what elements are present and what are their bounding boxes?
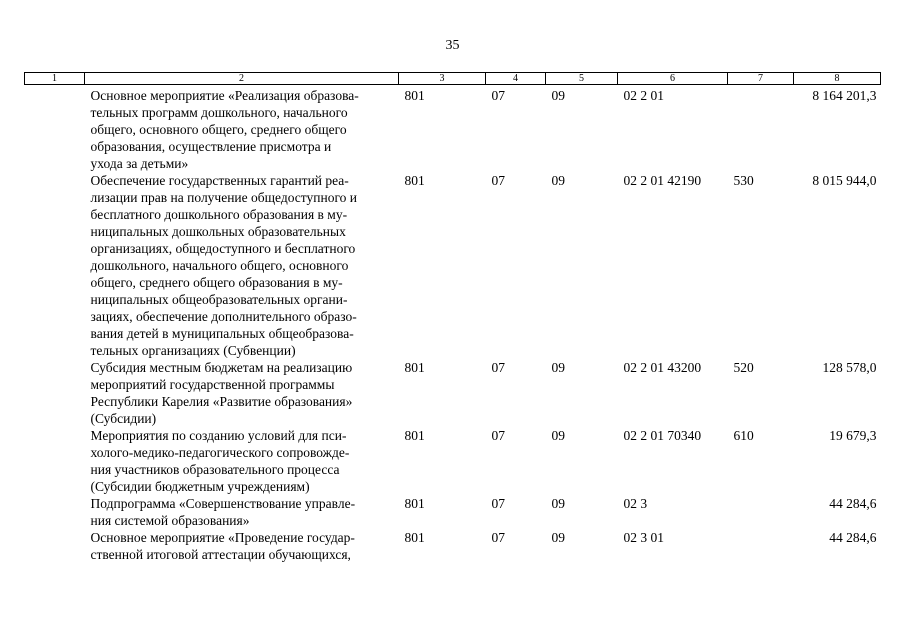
cell-amount: 128 578,0 xyxy=(822,360,877,375)
column-header-6: 6 xyxy=(618,73,728,85)
cell-expense-type: 610 xyxy=(733,428,754,443)
cell-expense-type xyxy=(728,529,794,563)
cell-name: Подпрограмма «Совершенствование управле- ния системой образования» xyxy=(90,496,356,528)
cell-col1 xyxy=(25,359,85,427)
cell-target-article: 02 2 01 xyxy=(623,88,664,103)
table-row xyxy=(25,427,881,495)
table-row xyxy=(25,495,881,529)
cell-subsection: 09 xyxy=(551,173,565,188)
cell-name: Обеспечение государственных гарантий реа- лизации прав на получение общедоступного и бесплатного дошкольного образования в му- ниципальных дошкольных образовательных организациях, общедоступного и бесплатного дошкольного, начального общего, основного общего, среднего общего образования в му- ниципальных общеобразовательных органи- зациях, обеспечение дополнительного образо- вания детей в муниципальных общеобразова- тельных организациях (Субвенции) xyxy=(90,173,358,358)
column-number-row xyxy=(25,73,881,85)
cell-target-article: 02 3 xyxy=(623,496,648,511)
cell-expense-type: 530 xyxy=(733,173,754,188)
cell-amount: 44 284,6 xyxy=(829,496,877,511)
cell-subsection: 09 xyxy=(551,88,565,103)
cell-section: 07 xyxy=(491,428,505,443)
cell-name: Основное мероприятие «Реализация образова- тельных программ дошкольного, начального общего, основного общего, среднего общего образования, осуществление присмотра и ухода за детьми» xyxy=(90,88,359,171)
cell-expense-type xyxy=(728,85,794,173)
cell-amount: 8 015 944,0 xyxy=(812,173,877,188)
cell-col1 xyxy=(25,85,85,173)
cell-amount: 44 284,6 xyxy=(829,530,877,545)
column-header-4: 4 xyxy=(486,73,546,85)
table-body xyxy=(25,85,881,564)
cell-ministry: 801 xyxy=(404,88,425,103)
cell-col1 xyxy=(25,495,85,529)
page-number: 35 xyxy=(445,38,460,53)
cell-col1 xyxy=(25,172,85,359)
column-header-7: 7 xyxy=(728,73,794,85)
cell-name: Основное мероприятие «Проведение государ- ственной итоговой аттестации обучающихся, xyxy=(90,530,355,562)
cell-section: 07 xyxy=(491,173,505,188)
cell-section: 07 xyxy=(491,88,505,103)
budget-table xyxy=(24,72,881,563)
cell-subsection: 09 xyxy=(551,530,565,545)
cell-ministry: 801 xyxy=(404,496,425,511)
column-header-1: 1 xyxy=(25,73,85,85)
cell-col1 xyxy=(25,529,85,563)
cell-subsection: 09 xyxy=(551,496,565,511)
column-header-3: 3 xyxy=(399,73,486,85)
cell-ministry: 801 xyxy=(404,428,425,443)
column-header-2: 2 xyxy=(85,73,399,85)
cell-subsection: 09 xyxy=(551,360,565,375)
cell-amount: 8 164 201,3 xyxy=(812,88,877,103)
table-row xyxy=(25,172,881,359)
cell-target-article: 02 2 01 42190 xyxy=(623,173,702,188)
cell-subsection: 09 xyxy=(551,428,565,443)
column-header-8: 8 xyxy=(794,73,881,85)
cell-name: Мероприятия по созданию условий для пси- холого-медико-педагогического сопровожде- ния участников образовательного процесса (Субсидии бюджетным учреждениям) xyxy=(90,428,350,494)
cell-expense-type: 520 xyxy=(733,360,754,375)
cell-expense-type xyxy=(728,495,794,529)
cell-target-article: 02 2 01 43200 xyxy=(623,360,702,375)
cell-section: 07 xyxy=(491,496,505,511)
cell-target-article: 02 2 01 70340 xyxy=(623,428,702,443)
cell-col1 xyxy=(25,427,85,495)
cell-amount: 19 679,3 xyxy=(829,428,877,443)
cell-target-article: 02 3 01 xyxy=(623,530,664,545)
column-header-5: 5 xyxy=(546,73,618,85)
cell-ministry: 801 xyxy=(404,530,425,545)
cell-name: Субсидия местным бюджетам на реализацию мероприятий государственной программы Республики Карелия «Развитие образования» (Субсидии) xyxy=(90,360,353,426)
cell-section: 07 xyxy=(491,530,505,545)
table-row xyxy=(25,529,881,563)
cell-ministry: 801 xyxy=(404,360,425,375)
table-row xyxy=(25,85,881,173)
cell-ministry: 801 xyxy=(404,173,425,188)
cell-section: 07 xyxy=(491,360,505,375)
table-row xyxy=(25,359,881,427)
